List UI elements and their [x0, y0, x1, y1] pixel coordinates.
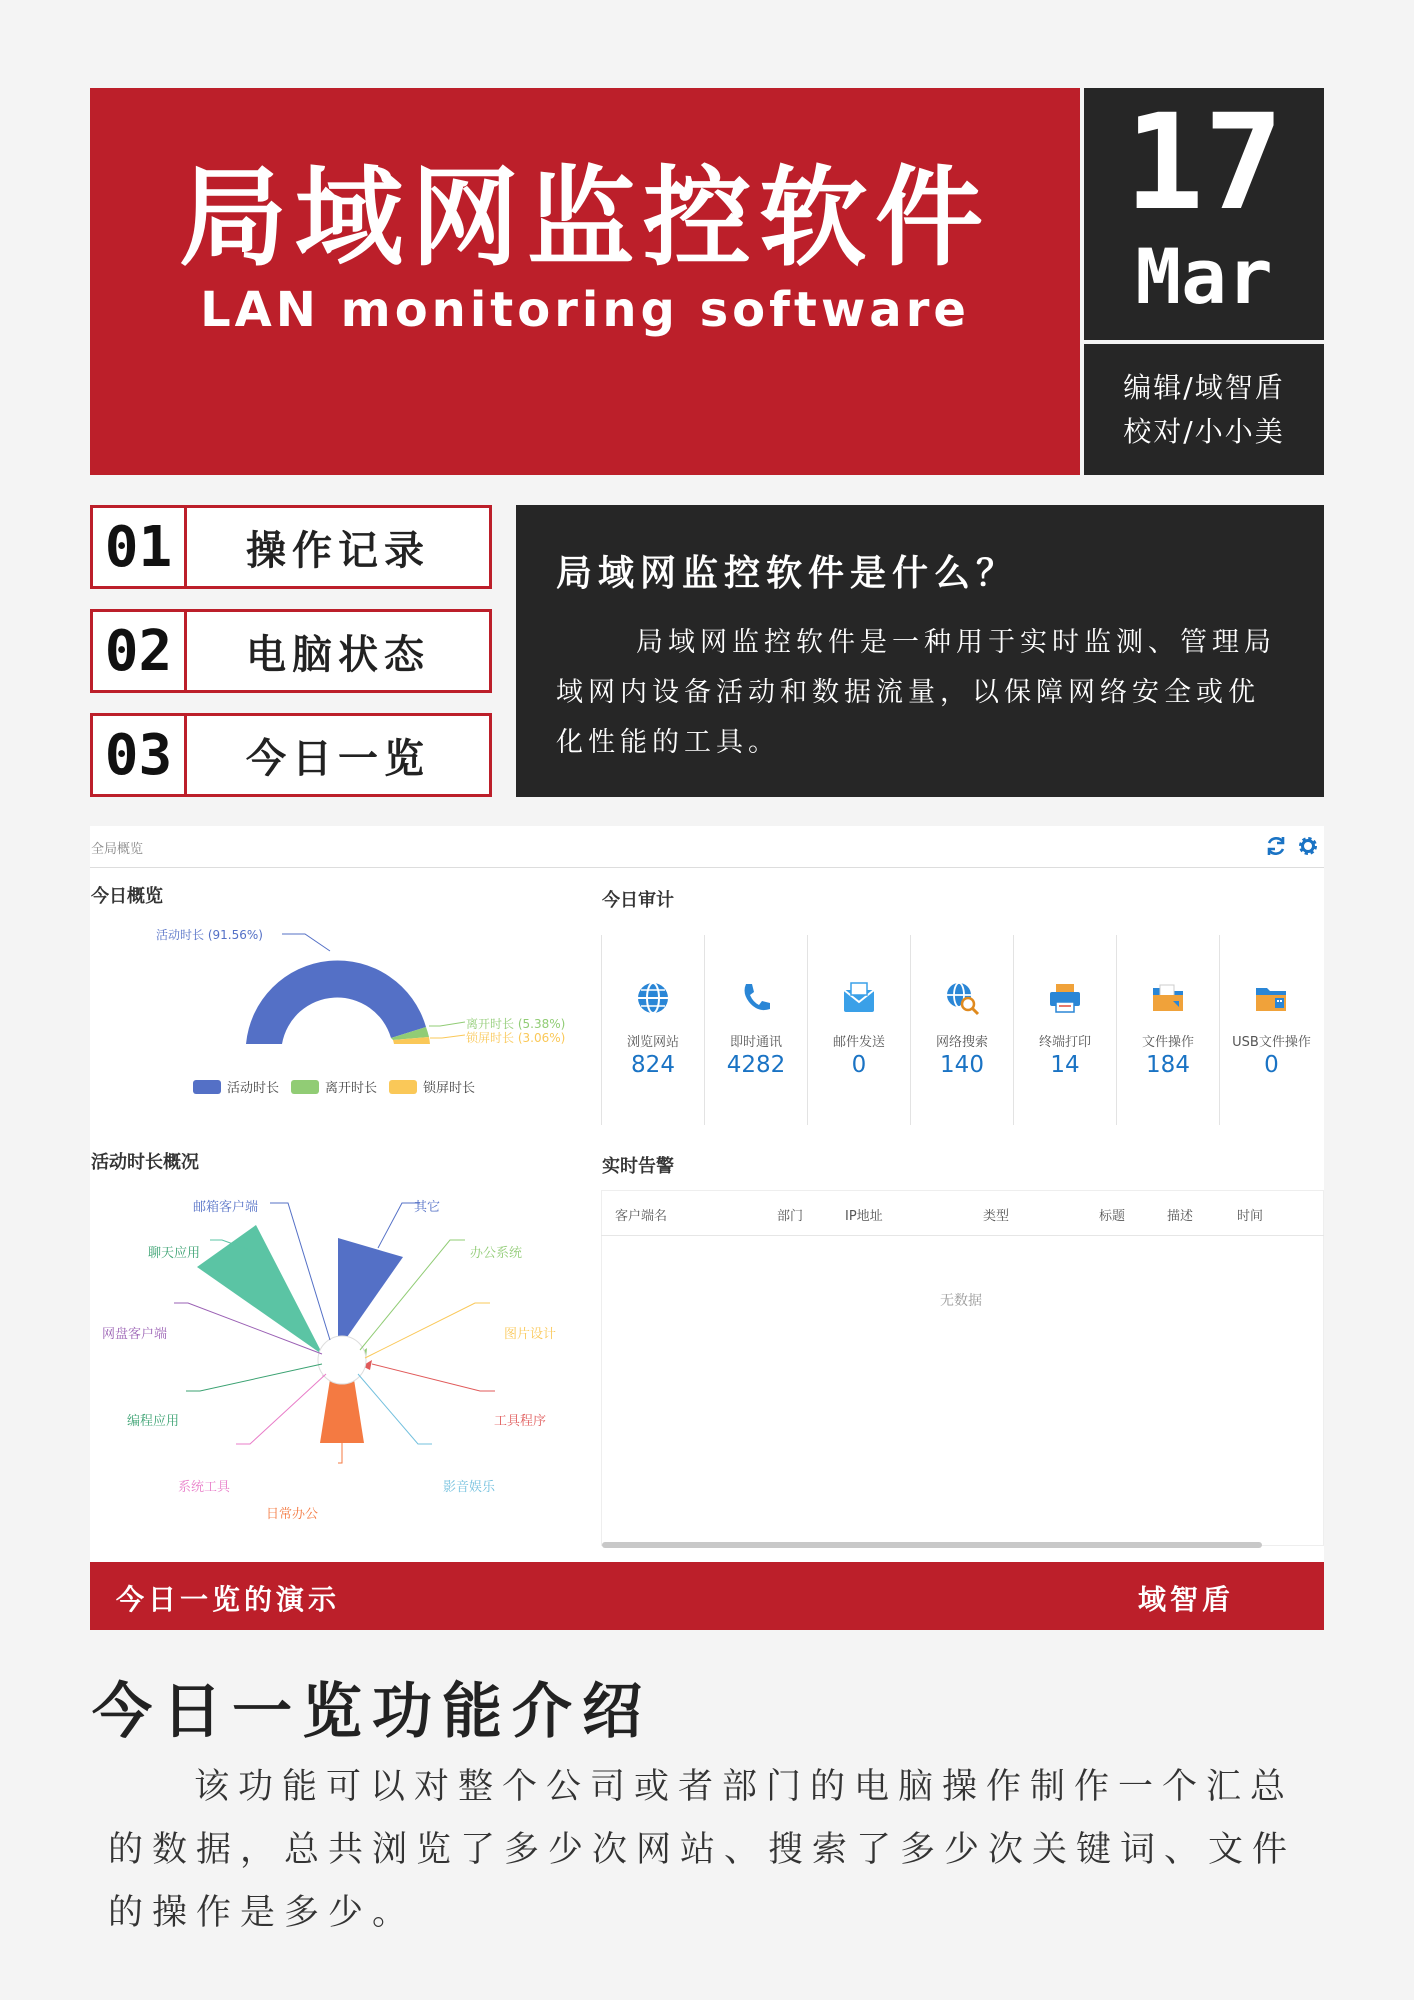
info-box	[516, 505, 1324, 797]
audit-label: 网络搜索	[935, 1035, 988, 1050]
lock-time-label: 锁屏时长 (3.06%)	[466, 1031, 566, 1045]
rose-label-daily-office: 日常办公	[266, 1507, 319, 1522]
legend-label: 锁屏时长	[423, 1081, 476, 1096]
col-description[interactable]: 描述	[1167, 1209, 1194, 1224]
date-day: 17	[1124, 86, 1284, 240]
nav-number: 02	[93, 612, 187, 690]
legend-item[interactable]	[193, 1077, 279, 1096]
nav-label: 今日一览	[246, 735, 430, 782]
nav-item-computer-status[interactable]	[90, 609, 492, 693]
legend-label: 离开时长	[325, 1081, 378, 1096]
info-body: 局域网监控软件是一种用于实时监测、管理局域网内设备活动和数据流量，以保障网络安全或优化性能的工具。	[556, 627, 1276, 758]
audit-label: 浏览网站	[626, 1035, 679, 1050]
mail-icon	[841, 980, 877, 1016]
date-month: Mar	[1135, 232, 1273, 321]
legend-swatch	[291, 1080, 319, 1094]
nav-label: 操作记录	[246, 527, 430, 574]
nav-item-today-overview[interactable]	[90, 713, 492, 797]
section-body: 该功能可以对整个公司或者部门的电脑操作制作一个汇总的数据，总共浏览了多少次网站、搜索了多少次关键词、文件的操作是多少。	[108, 1767, 1297, 1933]
audit-value: 4282	[726, 1052, 786, 1078]
web-search-icon	[944, 980, 980, 1016]
section-title: 今日一览功能介绍	[92, 1677, 652, 1747]
audit-item-mail[interactable]	[808, 935, 911, 1125]
rose-label-mail-client: 邮箱客户端	[193, 1200, 259, 1215]
globe-icon	[635, 980, 671, 1016]
audit-item-browse[interactable]	[602, 935, 705, 1125]
audit-label: 终端打印	[1038, 1035, 1091, 1050]
rose-label-office-system: 办公系统	[470, 1246, 523, 1261]
col-type[interactable]: 类型	[983, 1209, 1010, 1224]
alerts-table-header	[601, 1190, 1324, 1236]
nav-label: 电脑状态	[246, 631, 430, 678]
rose-label-media: 影音娱乐	[443, 1480, 496, 1495]
col-department[interactable]: 部门	[777, 1209, 804, 1224]
audit-value: 0	[1264, 1052, 1279, 1078]
info-title: 局域网监控软件是什么？	[556, 553, 1019, 594]
rose-label-netdisk: 网盘客户端	[102, 1327, 168, 1342]
nav-item-operation-records[interactable]	[90, 505, 492, 589]
audit-value: 824	[631, 1052, 675, 1078]
audit-label: USB文件操作	[1232, 1035, 1311, 1050]
page-title: 局域网监控软件	[178, 156, 991, 281]
overview-legend	[193, 1077, 475, 1096]
horizontal-scrollbar[interactable]	[602, 1542, 1262, 1548]
rose-label-chat: 聊天应用	[148, 1246, 201, 1261]
audit-value: 14	[1050, 1052, 1080, 1078]
rose-label-programming: 编程应用	[127, 1414, 180, 1429]
audit-value: 140	[940, 1052, 984, 1078]
col-ip[interactable]: IP地址	[845, 1209, 883, 1224]
caption-right: 域智盾	[1138, 1583, 1235, 1616]
rose-label-other: 其它	[414, 1200, 441, 1215]
usb-folder-icon	[1253, 980, 1289, 1016]
audit-value: 0	[851, 1052, 867, 1078]
overview-title: 今日概览	[91, 886, 163, 907]
nav-number: 01	[93, 508, 187, 586]
page-subtitle: LAN monitoring software	[200, 282, 970, 338]
folder-icon	[1150, 980, 1186, 1016]
audit-label: 即时通讯	[729, 1035, 782, 1050]
audit-item-file[interactable]	[1117, 935, 1220, 1125]
col-time[interactable]: 时间	[1237, 1209, 1264, 1224]
printer-icon	[1047, 980, 1083, 1016]
audit-value: 184	[1146, 1052, 1190, 1078]
legend-item[interactable]	[291, 1077, 377, 1096]
audit-item-search[interactable]	[911, 935, 1014, 1125]
legend-item[interactable]	[389, 1077, 475, 1096]
audit-item-im[interactable]	[705, 935, 808, 1125]
audit-label: 邮件发送	[832, 1035, 885, 1050]
caption-left: 今日一览的演示	[116, 1583, 341, 1616]
refresh-icon[interactable]	[1264, 834, 1288, 858]
audit-title: 今日审计	[602, 890, 674, 911]
proofreader-credit: 校对/小小美	[1123, 415, 1285, 448]
overview-half-donut	[230, 920, 590, 1100]
panel-title: 全局概览	[91, 842, 144, 857]
away-time-label: 离开时长 (5.38%)	[466, 1017, 566, 1031]
activity-rose-chart	[90, 1180, 590, 1530]
rose-label-design: 图片设计	[504, 1327, 557, 1342]
legend-swatch	[389, 1080, 417, 1094]
audit-item-print[interactable]	[1014, 935, 1117, 1125]
editor-credit: 编辑/域智盾	[1123, 371, 1285, 404]
phone-icon	[738, 980, 774, 1016]
audit-label: 文件操作	[1141, 1035, 1194, 1050]
nav-number: 03	[93, 716, 187, 794]
col-title[interactable]: 标题	[1099, 1209, 1126, 1224]
rose-label-tools: 工具程序	[494, 1414, 547, 1429]
alerts-table	[601, 1190, 1324, 1546]
gear-icon[interactable]	[1296, 834, 1320, 858]
rose-label-system-tools: 系统工具	[178, 1480, 231, 1495]
activity-title: 活动时长概况	[91, 1152, 199, 1173]
audit-item-usb[interactable]	[1220, 935, 1323, 1125]
active-time-label: 活动时长 (91.56%)	[156, 928, 263, 942]
legend-swatch	[193, 1080, 221, 1094]
alerts-title: 实时告警	[602, 1156, 674, 1177]
col-client[interactable]: 客户端名	[615, 1209, 668, 1224]
panel-header	[90, 826, 1324, 868]
legend-label: 活动时长	[227, 1081, 280, 1096]
empty-state: 无数据	[940, 1293, 982, 1309]
